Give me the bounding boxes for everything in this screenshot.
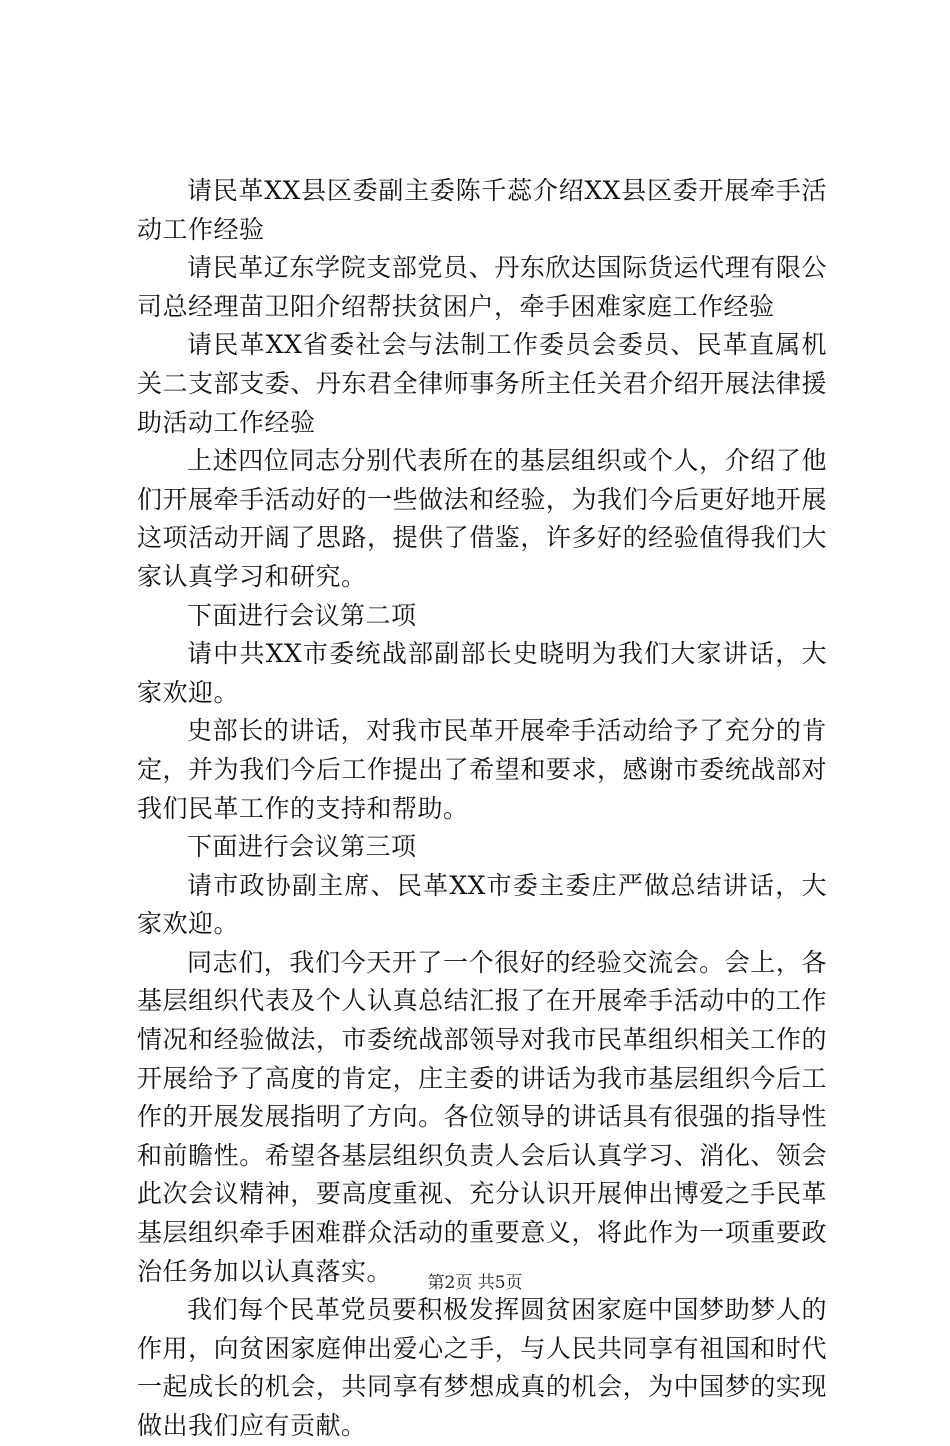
paragraph-9: 请市政协副主席、民革XX市委主委庄严做总结讲话，大家欢迎。: [137, 870, 827, 939]
document-body: [137, 172, 827, 1446]
paragraph-4: 上述四位同志分别代表所在的基层组织或个人，介绍了他们开展牵手活动好的一些做法和经验，为我们今后更好地开展这项活动开阔了思路，提供了借鉴，许多好的经验值得我们大家认真学习和研究。: [137, 446, 827, 591]
paragraph-10: 同志们，我们今天开了一个很好的经验交流会。会上，各基层组织代表及个人认真总结汇报了在开展牵手活动中的工作情况和经验做法，市委统战部领导对我市民革组织相关工作的开展给予了高度的肯定，庄主委的讲话为我市基层组织今后工作的开展发展指明了方向。各位领导的讲话具有很强的指导性和前瞻性。希望各基层组织负责人会后认真学习、消化、领会此次会议精神，要高度重视、充分认识开展伸出博爱之手民革基层组织牵手困难群众活动的重要意义，将此作为一项重要政治任务加以认真落实。: [137, 947, 827, 1286]
page-number-label: 第2页 共5页: [427, 1273, 523, 1293]
paragraph-3: 请民革XX省委社会与法制工作委员会委员、民革直属机关二支部支委、丹东君全律师事务所主任关君介绍开展法律援助活动工作经验: [137, 330, 827, 437]
paragraph-2: 请民革辽东学院支部党员、丹东欣达国际货运代理有限公司总经理苗卫阳介绍帮扶贫困户，牵手困难家庭工作经验: [137, 253, 827, 321]
paragraph-8: 下面进行会议第三项: [187, 832, 417, 862]
paragraph-7: 史部长的讲话，对我市民革开展牵手活动给予了充分的肯定，并为我们今后工作提出了希望和要求，感谢市委统战部对我们民革工作的支持和帮助。: [137, 716, 827, 823]
paragraph-6: 请中共XX市委统战部副部长史晓明为我们大家讲话，大家欢迎。: [137, 639, 827, 707]
paragraph-11: 我们每个民革党员要积极发挥圆贫困家庭中国梦助梦人的作用，向贫困家庭伸出爱心之手，与人民共同享有祖国和时代一起成长的机会，共同享有梦想成真的机会，为中国梦的实现做出我们应有贡献。: [137, 1295, 827, 1440]
paragraph-5: 下面进行会议第二项: [187, 600, 417, 630]
paragraph-1: 请民革XX县区委副主委陈千蕊介绍XX县区委开展牵手活动工作经验: [137, 176, 827, 244]
page-footer: [0, 1271, 950, 1295]
